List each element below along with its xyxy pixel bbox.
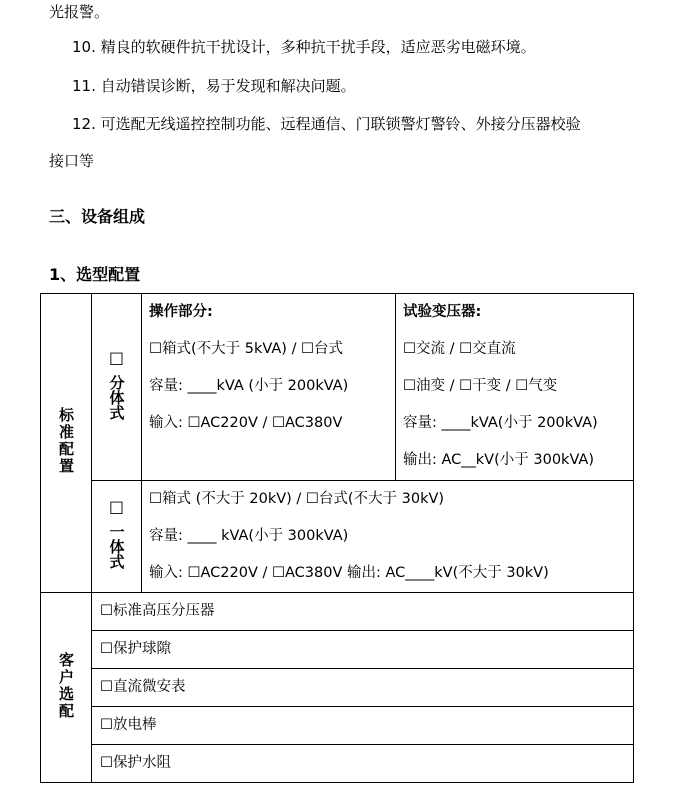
- text-line-continuation: 接口等: [49, 152, 95, 170]
- transformer-line-type: ☐油变 / ☐干变 / ☐气变: [403, 378, 558, 394]
- transformer-line-current: ☐交流 / ☐交直流: [403, 341, 516, 357]
- config-table: [40, 293, 634, 783]
- integrated-type-label: 一体式: [107, 524, 126, 569]
- operation-line-input: 输入: ☐AC220V / ☐AC380V: [149, 415, 343, 431]
- client-config-label: 客户选配: [41, 593, 92, 783]
- client-item[interactable]: ☐保护球隙: [92, 631, 634, 669]
- client-item[interactable]: ☐直流微安表: [92, 669, 634, 707]
- client-item[interactable]: ☐放电棒: [92, 707, 634, 745]
- transformer-title: 试验变压器:: [403, 304, 482, 320]
- transformer-line-output: 输出: AC__kV(小于 300kVA): [403, 452, 595, 468]
- split-type-cell: [92, 294, 142, 481]
- split-checkbox[interactable]: ☐: [108, 349, 125, 370]
- operation-line-capacity: 容量: ____kVA (小于 200kVA): [149, 378, 349, 394]
- section-heading: 三、设备组成: [49, 207, 146, 226]
- sub-heading: 1、选型配置: [49, 265, 141, 284]
- standard-config-label: 标准配置: [41, 294, 92, 593]
- integrated-line-housing: ☐箱式 (不大于 20kV) / ☐台式(不大于 30kV): [149, 491, 445, 507]
- text-line-item-11: 11. 自动错误诊断，易于发现和解决问题。: [72, 77, 356, 95]
- client-item[interactable]: ☐标准高压分压器: [92, 593, 634, 631]
- integrated-line-capacity: 容量: ____ kVA(小于 300kVA): [149, 528, 349, 544]
- integrated-type-cell: [92, 481, 142, 593]
- operation-section: [142, 294, 396, 481]
- text-line-alarm: 光报警。: [49, 3, 110, 21]
- integrated-line-io: 输入: ☐AC220V / ☐AC380V 输出: AC____kV(不大于 30kV): [149, 565, 549, 581]
- split-type-label: 分体式: [107, 374, 126, 420]
- operation-line-housing: ☐箱式(不大于 5kVA) / ☐台式: [149, 341, 344, 357]
- transformer-line-capacity: 容量: ____kVA(小于 200kVA): [403, 415, 598, 431]
- operation-title: 操作部分:: [149, 304, 213, 320]
- text-line-item-10: 10. 精良的软硬件抗干扰设计，多种抗干扰手段，适应恶劣电磁环境。: [72, 38, 536, 56]
- integrated-section: [142, 481, 634, 593]
- integrated-checkbox[interactable]: ☐: [108, 499, 125, 519]
- client-item[interactable]: ☐保护水阻: [92, 745, 634, 783]
- transformer-section: [396, 294, 634, 481]
- text-line-item-12: 12. 可选配无线遥控控制功能、远程通信、门联锁警灯警铃、外接分压器校验: [72, 115, 581, 133]
